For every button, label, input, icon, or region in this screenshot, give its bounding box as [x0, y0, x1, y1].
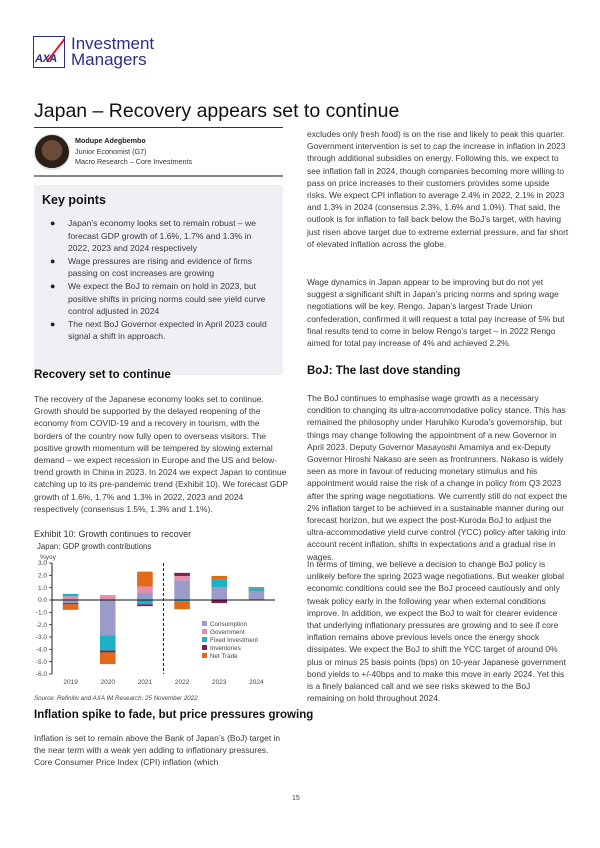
key-points-box — [34, 185, 283, 375]
key-point-item — [52, 318, 275, 343]
legend-label: Fixed Investment — [210, 637, 258, 644]
key-point-text: Japan’s economy looks set to remain robust – we forecast GDP growth of 1.6%, 1.7% and 1.3% in 2022, 2023 and 2024 respectively — [68, 218, 257, 254]
x-tick-label: 2021 — [137, 679, 153, 686]
bar-segment-inventories — [63, 603, 79, 604]
recovery-heading: Recovery set to continue — [34, 369, 171, 381]
key-point-item — [52, 280, 275, 318]
x-tick-label: 2024 — [249, 679, 264, 686]
inflation-heading: Inflation spike to fade, but price pressures growing — [34, 709, 314, 721]
inflation-paragraph: Inflation is set to remain above the Bank of Japan’s (BoJ) target in the near term with a weak yen adding to inflationary pressures. Core Consumer Price Index (CPI) inflation (which — [34, 733, 281, 768]
bar-segment-consumption — [211, 587, 227, 600]
x-tick-label: 2020 — [100, 679, 115, 686]
logo-mark-text: AXA — [35, 53, 57, 65]
key-point-text: The next BoJ Governor expected in April 2023 could signal a shift in approach. — [68, 318, 267, 342]
y-axis-unit-label: %yoy — [40, 554, 56, 561]
bar-segment-consumption — [100, 600, 116, 635]
bullet-icon: ● — [50, 318, 56, 329]
legend-swatch — [202, 653, 207, 658]
bar-segment-inventories — [100, 651, 116, 653]
legend-label: Inventories — [210, 645, 241, 652]
legend-label: Government — [210, 629, 245, 636]
legend-swatch — [202, 629, 207, 634]
bar-segment-government — [137, 586, 153, 592]
bullet-icon: ● — [50, 218, 56, 228]
x-tick-label: 2019 — [63, 679, 78, 686]
logo-wordmark — [71, 36, 154, 68]
y-tick-label: 0.0 — [37, 597, 47, 605]
logo-line-1: Investment — [71, 34, 155, 53]
author-avatar — [34, 134, 70, 170]
bullet-icon: ● — [50, 280, 56, 291]
bar-segment-net-trade — [63, 604, 79, 610]
exhibit-title: Exhibit 10: Growth continues to recover — [34, 529, 192, 539]
y-tick-label: -2.0 — [35, 621, 47, 629]
bar-segment-fixed-investment — [100, 635, 116, 650]
key-points-heading: Key points — [42, 193, 106, 207]
title-divider — [34, 127, 283, 128]
bar-segment-government — [174, 576, 190, 580]
bar-segment-government — [100, 595, 116, 600]
y-tick-label: 1.0 — [37, 584, 47, 592]
legend-swatch — [202, 645, 207, 650]
timing-paragraph: In terms of timing, we believe a decision to change BoJ policy is unlikely before the spring 2023 wage negotiations. But weaker global economic conditions could see the BoJ proceed cautiously and only tweak policy early in the following year when external conditions improve. In addition, we expect the BoJ to wait for clearer evidence that underlying inflationary pressures are growing and to see if core inflation remains above previous levels once the energy shock dissipates. We expect the BoJ to shift the YCC target of around 0% plus or minus 25 basis points (bps) on 10-year Japanese government bond yields to +/-40bps and to make this move in early 2024. Yet this is a finely balanced call and we see risks skewed to the BoJ remaining on hold throughout 2024. — [307, 559, 566, 704]
axa-logo-mark — [33, 36, 65, 68]
boj-heading: BoJ: The last dove standing — [307, 365, 461, 377]
logo-line-2: Managers — [71, 50, 147, 69]
bar-segment-fixed-investment — [211, 580, 227, 587]
author-role: Junior Economist (G7) — [75, 146, 147, 156]
bar-segment-consumption — [249, 591, 265, 600]
y-tick-label: -4.0 — [35, 646, 47, 654]
key-point-item — [52, 255, 275, 280]
x-tick-label: 2022 — [174, 679, 190, 686]
key-point-text: We expect the BoJ to remain on hold in 2023, but positive shifts in pricing norms could see yield curve control adjusted in 2024 — [68, 280, 266, 317]
inflation-continued-paragraph: excludes only fresh food) is on the rise and likely to peak this quarter. Government intervention is set to cap the increase in inflation in 2023 through additional subsidies on energy. Following this, we expect to see inflation fall in 2024, though companies becoming more willing to pass on price increases to their customers provides some upside risks. We expect CPI inflation to average 2.4% in 2022, 2.1% in 2023 and 1.3% in 2024 (consensus 2.3%, 1.6% and 1.0%). That said, the outlook is for inflation to fall back below the BoJ’s target, with having just risen above target due to extreme external pressure, and far short of elevated inflation across the globe. — [307, 129, 569, 249]
bar-segment-net-trade — [100, 652, 116, 664]
page-title: Japan – Recovery appears set to continue — [34, 100, 400, 122]
bar-segment-consumption — [174, 580, 190, 600]
legend-swatch — [202, 621, 207, 626]
y-tick-label: 2.0 — [37, 572, 47, 580]
bar-segment-net-trade — [249, 587, 265, 588]
gdp-contributions-chart — [30, 550, 280, 695]
key-point-item — [52, 217, 275, 255]
author-block — [34, 134, 192, 170]
bar-segment-net-trade — [211, 576, 227, 580]
bar-segment-inventories — [137, 604, 153, 606]
y-tick-label: -5.0 — [35, 658, 47, 666]
bar-segment-government — [63, 596, 79, 600]
author-team: Macro Research – Core Investments — [75, 157, 193, 167]
bar-segment-fixed-investment — [63, 594, 79, 596]
axa-im-logo — [33, 36, 154, 68]
author-name: Modupe Adegbembo — [75, 136, 146, 146]
author-divider — [34, 175, 283, 177]
y-tick-label: -3.0 — [35, 634, 47, 642]
bar-segment-consumption — [137, 593, 153, 600]
key-point-text: Wage pressures are rising and evidence of firms passing on cost increases are growing — [68, 255, 253, 279]
recovery-paragraph: The recovery of the Japanese economy looks set to continue. Growth should be supported by the delayed reopening of the economy from COVID-19 and a recovery in tourism, with the borders of the country now fully open to overseas visitors. The positive growth momentum will be tempered by slowing external demand – we expect recession in Europe and the US and below-trend growth in China in 2023. In 2024 we expect Japan to continue catching up to its pre-pandemic trend (Exhibit 10). We forecast GDP growth of 1.6%, 1.7% and 1.3% in 2022, 2023 and 2024 respectively (consensus 1.5%, 1.3% and 1.1%). — [34, 394, 288, 514]
legend-swatch — [202, 637, 207, 642]
bar-segment-fixed-investment — [137, 600, 153, 604]
page-number: 15 — [292, 795, 300, 802]
y-tick-label: -6.0 — [35, 671, 47, 679]
y-tick-label: -1.0 — [35, 609, 47, 617]
bar-segment-fixed-investment — [249, 588, 265, 591]
bar-segment-inventories — [174, 573, 190, 576]
y-tick-label: 3.0 — [37, 560, 47, 568]
bar-segment-net-trade — [174, 601, 190, 609]
wage-paragraph: Wage dynamics in Japan appear to be improving but do not yet suggest a significant shift in Japan’s pricing norms and spring wage negotiations will be key. Rengo, Japan’s largest Trade Union confederation, confirmed it will request a total pay increase of 5% but final results tend to come in below Rengo’s target – in 2022 Rengo aimed for total pay increase of 4% and achieved 2.2%. — [307, 277, 565, 349]
legend-label: Consumption — [210, 621, 248, 628]
chart-subtitle: Japan: GDP growth contributions — [37, 542, 152, 551]
key-points-list — [42, 217, 275, 343]
bullet-icon: ● — [50, 255, 56, 266]
legend-label: Net Trade — [210, 653, 238, 660]
boj-paragraph: The BoJ continues to emphasise wage growth as a necessary condition to changing its ultra-accommodative policy stance. This has remained the philosophy under Haruhiko Kuroda’s governorship, but things may change following the appointment of a new Governor in April 2023. Deputy Governor Masayoshi Amamiya and ex-Deputy Governor Hiroshi Nakaso are seen as frontrunners. Nakaso is widely seen as more in favour of reducing monetary stimulus and his appointment would raise the risk of a change in policy from Q3 2023 after the spring wage negotiations. We currently still do not expect the 2% inflation target to be achieved in a sustainable manner during our forecast horizon, but we expect the post-Kuroda BoJ to adjust the ultra-accommodative yield curve control (YCC) policy after taking into account recent inflation, shifts in expectations and a gradual rise in wages. — [307, 393, 568, 562]
x-tick-label: 2023 — [212, 679, 227, 686]
chart-source: Source: Refinitiv and AXA IM Research, 25 November 2022 — [34, 695, 198, 702]
bar-segment-net-trade — [137, 572, 153, 587]
